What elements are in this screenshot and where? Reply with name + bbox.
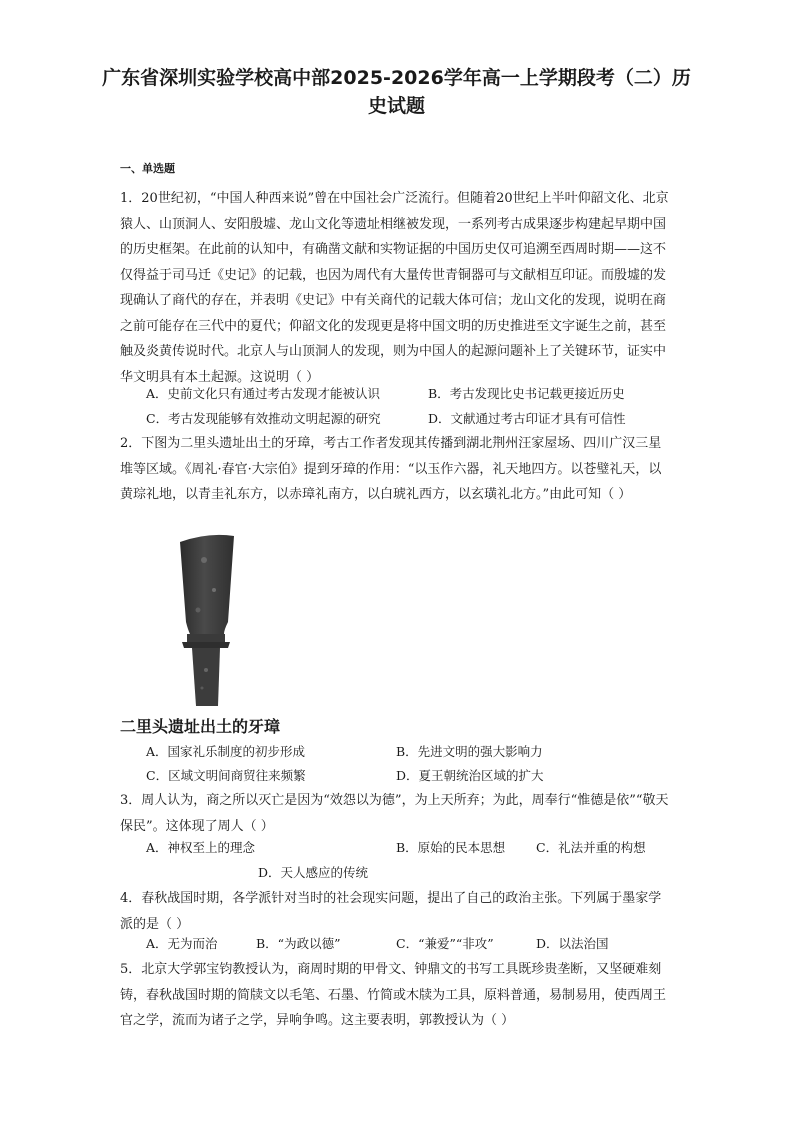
question-4-text: 4．春秋战国时期，各学派针对当时的社会现实问题，提出了自己的政治主张。下列属于墨家学派的是（ ）	[120, 891, 662, 932]
question-2-option-d: D．夏王朝统治区域的扩大	[396, 768, 544, 783]
question-1-option-d: D．文献通过考古印证才具有可信性	[428, 411, 626, 426]
figure-caption: 二里头遗址出土的牙璋	[120, 717, 281, 736]
section-heading: 一、单选题	[120, 162, 175, 175]
question-4-option-b: B．“为政以德”	[256, 936, 341, 951]
question-3-text: 3．周人认为，商之所以灭亡是因为“效怨以为德”，为上天所弃；为此，周奉行“惟德是依”“敬天保民”。这体现了周人（ ）	[120, 793, 669, 834]
question-3-option-d: D．天人感应的传统	[258, 865, 369, 880]
question-1-text: 1．20世纪初，“中国人种西来说”曾在中国社会广泛流行。但随着20世纪上半叶仰韶文化、北京猿人、山顶洞人、安阳殷墟、龙山文化等遗址相继被发现，一系列考古成果逐步构建起早期中国的历史框架。在此前的认知中，有确凿文献和实物证据的中国历史仅可追溯至西周时期——这不仅得益于司马迁《史记》的记载，也因为周代有大量传世青铜器可与文献相互印证。而殷墟的发现确认了商代的存在，并表明《史记》中有关商代的记载大体可信；龙山文化的发现，说明在商之前可能存在三代中的夏代；仰韶文化的发现更是将中国文明的历史推进至文字诞生之前，甚至触及炎黄传说时代。北京人与山顶洞人的发现，则为中国人的起源问题补上了关键环节，证实中华文明具有本土起源。这说明（ ）	[120, 191, 669, 385]
question-1-option-c: C．考古发现能够有效推动文明起源的研究	[146, 411, 381, 426]
question-4-option-c: C．“兼爱”“非攻”	[396, 936, 494, 951]
yazhang-jade-artifact-image	[170, 530, 242, 706]
question-2-option-a: A．国家礼乐制度的初步形成	[146, 744, 306, 759]
question-1-option-b: B．考古发现比史书记载更接近历史	[428, 386, 625, 401]
question-4-option-a: A．无为而治	[146, 936, 218, 951]
question-5-text: 5．北京大学郭宝钧教授认为，商周时期的甲骨文、钟鼎文的书写工具既珍贵垄断，又坚硬难刻铸，春秋战国时期的简牍文以毛笔、石墨、竹简或木牍为工具，原料普通，易制易用，使西周王官之学，流而为诸子之学，异响争鸣。这主要表明，郭教授认为（ ）	[120, 962, 667, 1028]
page-title: 广东省深圳实验学校高中部2025-2026学年高一上学期段考（二）历史试题	[102, 67, 691, 117]
question-4-option-d: D．以法治国	[536, 936, 609, 951]
question-3-option-a: A．神权至上的理念	[146, 840, 256, 855]
question-1-option-a: A．史前文化只有通过考古发现才能被认识	[146, 386, 381, 401]
question-3-option-c: C．礼法并重的构想	[536, 840, 646, 855]
question-3-option-b: B．原始的民本思想	[396, 840, 506, 855]
question-2-option-c: C．区域文明间商贸往来频繁	[146, 768, 306, 783]
question-2-text: 2．下图为二里头遗址出土的牙璋，考古工作者发现其传播到湖北荆州汪家屋场、四川广汉三星堆等区域。《周礼·春官·大宗伯》提到牙璋的作用：“以玉作六器，礼天地四方。以苍璧礼天，以黄琮礼地，以青圭礼东方，以赤璋礼南方，以白琥礼西方，以玄璜礼北方。”由此可知（ ）	[120, 436, 662, 502]
question-2-option-b: B．先进文明的强大影响力	[396, 744, 543, 759]
